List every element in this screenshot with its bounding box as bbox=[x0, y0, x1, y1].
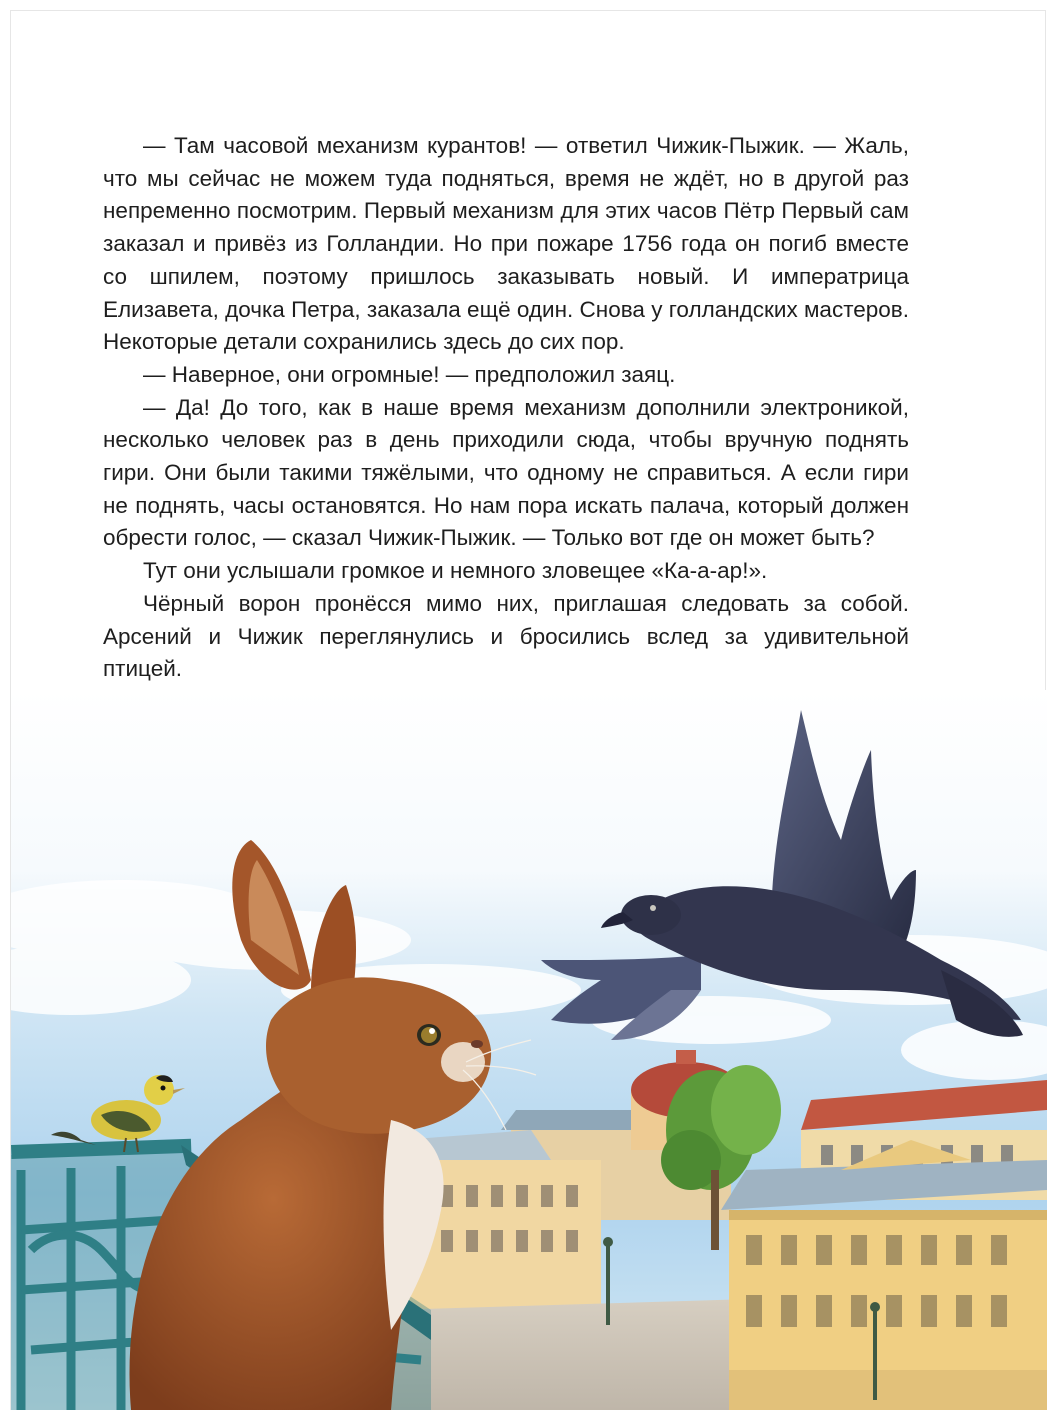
paragraph: — Наверное, они огромные! — предположил заяц. bbox=[143, 361, 676, 387]
paragraph: Тут они услышали громкое и немного зловещее «Ка-а-ар!». bbox=[143, 558, 768, 584]
story-text bbox=[103, 130, 909, 686]
paragraph: — Там часовой механизм курантов! — ответил Чижик-Пыжик. — Жаль, что мы сейчас не можем туда подняться, время не ждёт, но в другой раз непременно посмотрим. Первый механизм для этих часов Пётр Первый сам заказал и привёз из Голландии. Но при пожаре 1756 года он погиб вместе со шпилем, поэтому пришлось заказывать новый. И императрица Елизавета, дочка Петра, заказала ещё один. Снова у голландских мастеров. Некоторые детали сохранились здесь до сих пор. bbox=[103, 133, 909, 355]
paragraph: Чёрный ворон пронёсся мимо них, приглашая следовать за собой. Арсений и Чижик переглянулись и бросились вслед за удивительной птицей. bbox=[103, 590, 909, 682]
paragraph: — Да! До того, как в наше время механизм дополнили электроникой, несколько человек раз в день приходили сюда, чтобы вручную поднять гири. Они были такими тяжёлыми, что одному не справиться. А если гири не поднять, часы остановятся. Но нам пора искать палача, который должен обрести голос, — сказал Чижик-Пыжик. — Только вот где он может быть? bbox=[103, 394, 909, 551]
yellow-building bbox=[721, 1140, 1047, 1410]
illustration bbox=[11, 690, 1047, 1410]
